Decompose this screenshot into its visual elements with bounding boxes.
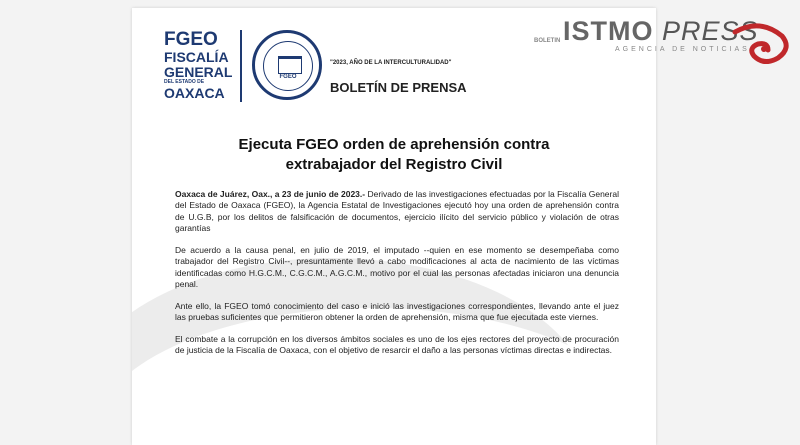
fgeo-logo (164, 30, 244, 100)
watermark-small-text: BOLETIN (534, 38, 561, 44)
headline (172, 135, 616, 175)
building-icon (278, 56, 302, 74)
paragraph-1-text: Derivado de las investigaciones efectuadas por la Fiscalía General del Estado de Oaxaca (FGEO), la Agencia Estatal de Investigaciones ejecutó hoy una orden de aprehensión contra de U.G.B, por los delitos de falsificación de documentos, ejercicio ilícito del servicio público y violación de otras garantías (175, 189, 619, 234)
logo-acronym: FGEO (164, 29, 218, 50)
bulletin-title: BOLETÍN DE PRENSA (330, 80, 467, 95)
logo-line-general: GENERAL (164, 64, 233, 80)
watermark-name-bold: ISTMO (563, 16, 654, 46)
article-body (175, 189, 619, 367)
logo-line-oaxaca: OAXACA (164, 85, 225, 101)
headline-line-1: Ejecuta FGEO orden de aprehensión contra (238, 136, 550, 153)
paragraph-3: Ante ello, la FGEO tomó conocimiento del caso e inició las investigaciones correspondientes, llevando ante el juez las pruebas suficientes que permitieron obtener la orden de aprehensión, misma que fue ejecutada este viernes. (175, 300, 619, 323)
watermark-name-italic: PRESS (662, 16, 759, 46)
seal-inner-ring (263, 41, 313, 91)
istmo-swirl-icon (730, 22, 790, 64)
paragraph-2: De acuerdo a la causa penal, en julio de 2019, el imputado --quien en ese momento se desempeñaba como trabajador del Registro Civil--, presuntamente llevó a cabo modificaciones al acta de nacimiento de las víctimas identificadas como H.G.C.M., C.G.C.M., A.G.C.M., motivo por el cual las personas afectadas iniciaron una denuncia penal. (175, 244, 619, 290)
year-motto: "2023, AÑO DE LA INTERCULTURALIDAD" (330, 60, 452, 66)
logo-divider (240, 30, 242, 102)
dateline: Oaxaca de Juárez, Oax., a 23 de junio de 2023.- (175, 189, 366, 199)
logo-line-del-estado: DEL ESTADO DE (164, 79, 205, 85)
fgeo-seal (252, 30, 322, 100)
logo-line-fiscalia: FISCALÍA (164, 49, 229, 65)
paragraph-1 (175, 189, 619, 235)
watermark-subtitle: AGENCIA DE NOTICIAS (615, 46, 750, 53)
paragraph-4: El combate a la corrupción en los diversos ámbitos sociales es uno de los ejes rectores del proyecto de procuración de justicia de la Fiscalía de Oaxaca, con el objetivo de resarcir el daño a las personas víctimas directas e indirectas. (175, 333, 619, 356)
seal-text: FGEO (279, 74, 297, 80)
headline-line-2: extrabajador del Registro Civil (285, 155, 503, 173)
istmo-press-watermark (530, 14, 795, 64)
press-release-page (132, 8, 656, 445)
